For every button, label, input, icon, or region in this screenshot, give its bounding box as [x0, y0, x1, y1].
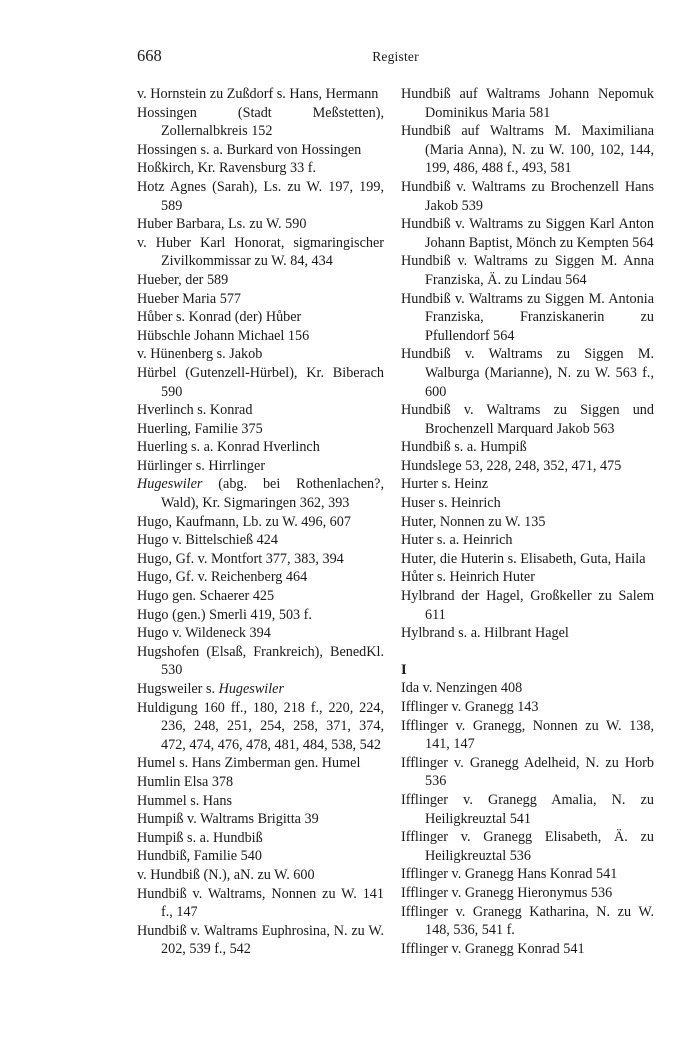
index-entry [137, 475, 384, 512]
index-entry-text: Hundbiß v. Waltrams, Nonnen zu W. 141 f., 147 [137, 885, 384, 921]
index-entry-text: Huser s. Heinrich [401, 495, 501, 512]
index-entry-text: Huber Barbara, Ls. zu W. 590 [137, 216, 307, 233]
index-entry-italic-term: Hugeswiler [218, 681, 284, 697]
index-entry [401, 624, 654, 643]
index-entry-text: Hugo gen. Schaerer 425 [137, 588, 275, 605]
index-entry [137, 327, 384, 346]
index-entry [137, 699, 384, 755]
index-entry [137, 847, 384, 866]
index-entry [137, 810, 384, 829]
index-entry [401, 903, 654, 940]
index-entry [137, 234, 384, 271]
index-entry-text: Ifflinger v. Granegg 143 [401, 699, 539, 715]
index-entry-text: Hundbiß v. Waltrams zu Siggen Karl Anton Johann Baptist, Mönch zu Kempten 564 [401, 216, 654, 251]
index-entry-text: v. Hünenberg s. Jakob [137, 346, 263, 363]
index-entry [401, 531, 654, 550]
index-entry [401, 215, 654, 252]
index-entry [401, 717, 654, 754]
index-entry [137, 885, 384, 922]
index-entry [137, 587, 384, 606]
index-entry-text: Hugshofen (Elsaß, Frankreich), BenedKl. 530 [137, 643, 384, 679]
index-entry-text: Hundbiß auf Waltrams Johann Nepomuk Dominikus Maria 581 [401, 86, 654, 121]
index-entry-text: Hundbiß, Familie 540 [137, 848, 262, 865]
index-entry-text: Ida v. Nenzingen 408 [401, 680, 523, 697]
index-entry-text: Hůter s. Heinrich Huter [401, 569, 535, 586]
index-entry [137, 308, 384, 327]
index-entry-text: Hylbrand der Hagel, Großkeller zu Salem 611 [401, 588, 654, 623]
index-entry [137, 680, 384, 699]
index-entry-text: Humel s. Hans Zimberman gen. Humel [137, 755, 361, 772]
index-entry-text: Hůber s. Konrad (der) Hůber [137, 309, 302, 326]
index-entry [137, 438, 384, 457]
index-entry-text: Hugo, Gf. v. Montfort 377, 383, 394 [137, 550, 344, 567]
index-entry-text: Huldigung 160 ff., 180, 218 f., 220, 224, 236, 248, 251, 254, 258, 371, 374, 472, 474, 476, 478, 481, 484, 538, 542 [137, 699, 384, 753]
running-head: Register [372, 49, 419, 64]
index-entry [401, 494, 654, 513]
index-entry [137, 364, 384, 401]
index-entry [137, 178, 384, 215]
page-number: 668 [137, 46, 162, 65]
index-entry-text: Hurter s. Heinz [401, 476, 489, 493]
index-entry [137, 531, 384, 550]
index-entry [401, 457, 654, 476]
index-entry [401, 85, 654, 122]
index-entry-text: Hossingen (Stadt Meßstetten), Zollernalbkreis 152 [137, 104, 384, 140]
index-entry [137, 792, 384, 811]
index-section-letter: I [401, 661, 407, 678]
index-entry [401, 679, 654, 698]
index-entry-text: Ifflinger v. Granegg Adelheid, N. zu Horb 536 [401, 754, 654, 790]
index-entry [137, 866, 384, 885]
index-entry [137, 345, 384, 364]
index-entry [137, 550, 384, 569]
index-entry-text: Hugo, Kaufmann, Lb. zu W. 496, 607 [137, 513, 351, 530]
index-entry-text: v. Hundbiß (N.), aN. zu W. 600 [137, 866, 315, 883]
index-entry-text: Hübschle Johann Michael 156 [137, 327, 310, 344]
index-entry-text: Ifflinger v. Granegg Elisabeth, Ä. zu Heiligkreuztal 536 [401, 829, 654, 864]
index-entry-text: Hugo v. Bittelschieß 424 [137, 532, 278, 549]
index-entry-text: Ifflinger v. Granegg Amalia, N. zu Heiligkreuztal 541 [401, 791, 654, 827]
index-entry [137, 922, 384, 959]
index-entry-text: Humlin Elsa 378 [137, 773, 234, 790]
index-entry-text: Hossingen s. a. Burkard von Hossingen [137, 141, 362, 158]
index-entry [401, 828, 654, 865]
index-entry [137, 568, 384, 587]
index-entry [137, 513, 384, 532]
index-entry-text: Huter s. a. Heinrich [401, 532, 513, 549]
index-entry-text: Hürlinger s. Hirrlinger [137, 457, 266, 474]
index-entry [137, 215, 384, 234]
index-entry-text: Huter, die Huterin s. Elisabeth, Guta, Haila [401, 550, 646, 567]
index-entry [137, 420, 384, 439]
index-entry-text: Hürbel (Gutenzell-Hürbel), Kr. Biberach 590 [137, 364, 384, 400]
index-entry-italic-term: Hugeswiler [137, 476, 203, 493]
index-entry [401, 122, 654, 178]
index-entry [401, 290, 654, 346]
index-entry [137, 141, 384, 160]
index-entry-text: Hugsweiler s. [137, 681, 219, 697]
index-entry-text: Hueber, der 589 [137, 271, 229, 288]
index-entry-text: Hundslege 53, 228, 248, 352, 471, 475 [401, 457, 622, 474]
index-entry-text: Hundbiß auf Waltrams M. Maximiliana (Maria Anna), N. zu W. 100, 102, 144, 199, 486, 488 f., 493, 581 [401, 123, 654, 177]
index-entry [401, 568, 654, 587]
index-entry [137, 624, 384, 643]
index-entry-text: Hoßkirch, Kr. Ravensburg 33 f. [137, 160, 317, 177]
index-entry [401, 940, 654, 959]
index-entry-text: (abg. bei Rothenlachen?, Wald), Kr. Sigmaringen 362, 393 [161, 476, 384, 512]
index-entry [137, 457, 384, 476]
index-entry [401, 754, 654, 791]
index-entry [401, 550, 654, 569]
index-entry-text: v. Huber Karl Honorat, sigmaringischer Zivilkommissar zu W. 84, 434 [137, 234, 384, 270]
index-entry-text: Hummel s. Hans [137, 792, 232, 809]
index-entry [401, 178, 654, 215]
index-entry [401, 252, 654, 289]
index-entry-text: Ifflinger v. Granegg Konrad 541 [401, 940, 585, 957]
index-entry [401, 513, 654, 532]
index-entry-text: Ifflinger v. Granegg Hieronymus 536 [401, 884, 613, 901]
index-entry-text: Huerling, Familie 375 [137, 420, 263, 437]
index-entry-text: Hundbiß v. Waltrams Euphrosina, N. zu W. 202, 539 f., 542 [137, 922, 384, 958]
index-column-left [137, 85, 384, 959]
index-entry-text: Hueber Maria 577 [137, 290, 242, 307]
index-entry-text: Hugo (gen.) Smerli 419, 503 f. [137, 606, 312, 623]
index-entry-text: Ifflinger v. Granegg, Nonnen zu W. 138, 141, 147 [401, 717, 654, 753]
index-entry-text: Humpiß s. a. Hundbiß [137, 829, 263, 846]
index-column-right [401, 85, 654, 958]
index-entry-text: Hugo, Gf. v. Reichenberg 464 [137, 569, 308, 586]
index-entry-text: v. Hornstein zu Zußdorf s. Hans, Hermann [137, 86, 379, 102]
index-entry [137, 159, 384, 178]
index-entry [137, 271, 384, 290]
index-entry [137, 290, 384, 309]
index-entry-text: Hylbrand s. a. Hilbrant Hagel [401, 625, 569, 642]
page-header [137, 46, 654, 70]
index-entry [401, 475, 654, 494]
index-entry [137, 643, 384, 680]
index-entry-text: Hundbiß v. Waltrams zu Siggen M. Anna Franziska, Ä. zu Lindau 564 [401, 253, 654, 288]
index-entry-text: Hotz Agnes (Sarah), Ls. zu W. 197, 199, 589 [137, 178, 384, 214]
index-entry [401, 345, 654, 401]
index-entry [401, 401, 654, 438]
index-entry-text: Ifflinger v. Granegg Hans Konrad 541 [401, 866, 618, 883]
index-entry-text: Huerling s. a. Konrad Hverlinch [137, 439, 320, 456]
index-entry-text: Hundbiß v. Waltrams zu Siggen und Brochenzell Marquard Jakob 563 [401, 402, 654, 437]
index-entry [137, 773, 384, 792]
index-entry-text: Humpiß v. Waltrams Brigitta 39 [137, 811, 319, 828]
index-entry [137, 85, 384, 104]
index-entry-text: Hundbiß s. a. Humpiß [401, 439, 527, 456]
index-entry [137, 829, 384, 848]
index-entry-text: Hverlinch s. Konrad [137, 402, 253, 419]
index-entry-text: Huter, Nonnen zu W. 135 [401, 513, 546, 530]
index-entry [401, 884, 654, 903]
index-entry [401, 791, 654, 828]
index-entry [137, 104, 384, 141]
index-entry [401, 865, 654, 884]
index-entry-text: Ifflinger v. Granegg Katharina, N. zu W. 148, 536, 541 f. [401, 903, 654, 939]
index-entry [401, 587, 654, 624]
index-entry-text: Hugo v. Wildeneck 394 [137, 625, 271, 642]
index-entry-text: Hundbiß v. Waltrams zu Siggen M. Walburga (Marianne), N. zu W. 563 f., 600 [401, 346, 654, 400]
index-entry [401, 438, 654, 457]
index-entry-text: Hundbiß v. Waltrams zu Brochenzell Hans Jakob 539 [401, 178, 654, 214]
index-entry [401, 698, 654, 717]
index-entry-text: Hundbiß v. Waltrams zu Siggen M. Antonia Franziska, Franziskanerin zu Pfullendorf 564 [401, 290, 654, 344]
index-entry [137, 606, 384, 625]
index-entry [137, 754, 384, 773]
index-entry [137, 401, 384, 420]
